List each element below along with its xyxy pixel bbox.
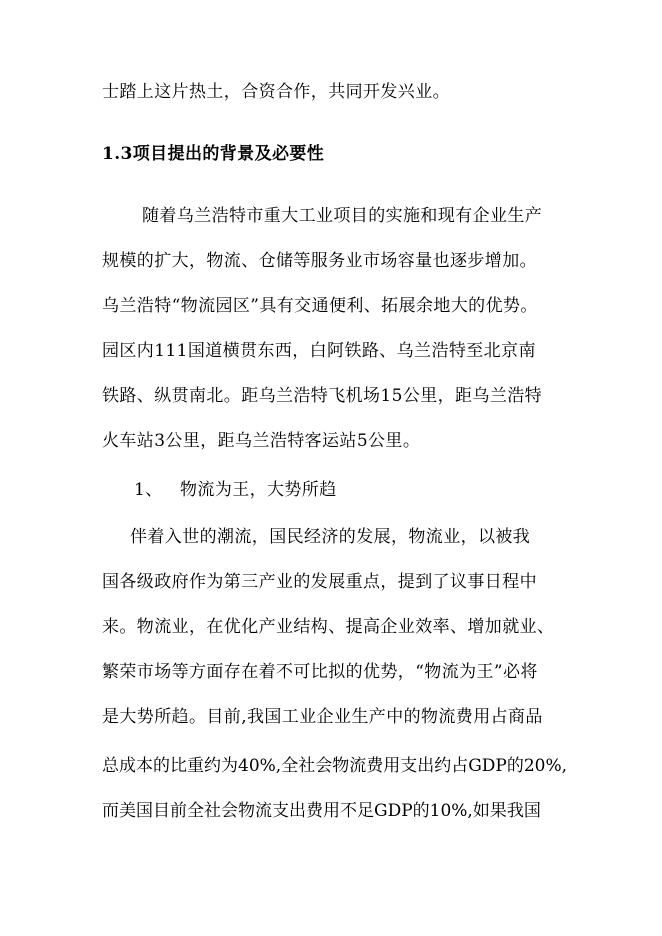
list-item-heading: 1、 物流为王，大势所趋: [134, 480, 337, 500]
section-heading: 1.3项目提出的背景及必要性: [102, 144, 325, 164]
paragraph-line: 随着乌兰浩特市重大工业项目的实施和现有企业生产: [142, 206, 543, 226]
paragraph-line: 火车站3公里，距乌兰浩特客运站5公里。: [102, 431, 421, 451]
paragraph-line: 士踏上这片热土，合资合作，共同开发兴业。: [102, 82, 450, 102]
paragraph-line: 而美国目前全社会物流支出费用不足GDP的10%,如果我国: [102, 801, 541, 821]
paragraph-line: 总成本的比重约为40%,全社会物流费用支出约占GDP的20%,: [102, 756, 568, 776]
paragraph-line: 繁荣市场等方面存在着不可比拟的优势，“物流为王”必将: [102, 662, 538, 682]
paragraph-line: 铁路、纵贯南北。距乌兰浩特飞机场15公里，距乌兰浩特: [102, 386, 543, 406]
paragraph-line: 伴着入世的潮流，国民经济的发展，物流业，以被我: [130, 527, 531, 547]
paragraph-line: 园区内111国道横贯东西，白阿铁路、乌兰浩特至北京南: [102, 341, 536, 361]
paragraph-line: 来。物流业，在优化产业结构、提高企业效率、增加就业、: [102, 617, 555, 637]
paragraph-line: 乌兰浩特“物流园区”具有交通便利、拓展余地大的优势。: [102, 296, 538, 316]
paragraph-line: 是大势所趋。目前,我国工业企业生产中的物流费用占商品: [102, 707, 543, 727]
paragraph-line: 国各级政府作为第三产业的发展重点，提到了议事日程中: [102, 572, 537, 592]
paragraph-line: 规模的扩大，物流、仓储等服务业市场容量也逐步增加。: [102, 251, 537, 271]
